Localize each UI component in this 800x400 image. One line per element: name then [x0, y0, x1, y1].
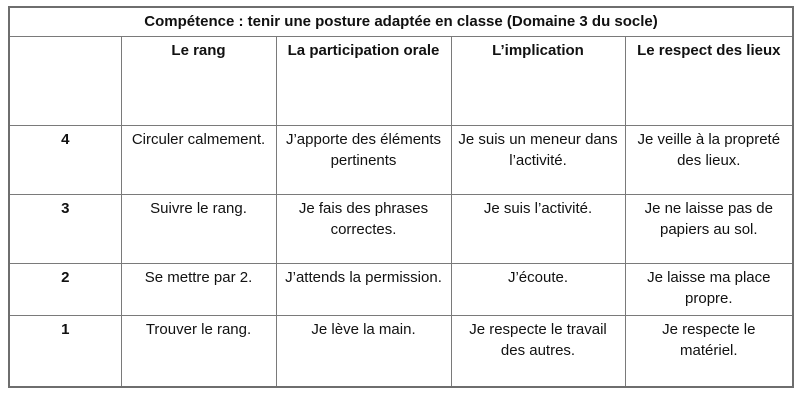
level-cell: 3 — [9, 195, 121, 264]
table-title: Compétence : tenir une posture adaptée en classe (Domaine 3 du socle) — [9, 7, 793, 37]
level-cell: 4 — [9, 126, 121, 195]
cell-rang-2: Se mettre par 2. — [121, 264, 276, 316]
cell-participation-3: Je fais des phrases correctes. — [276, 195, 451, 264]
table-row-level-1 — [9, 316, 793, 388]
title-row — [9, 7, 793, 37]
cell-respect-2: Je laisse ma place propre. — [625, 264, 793, 316]
cell-implication-2: J’écoute. — [451, 264, 625, 316]
header-implication: L’implication — [451, 37, 625, 126]
table-row-level-2 — [9, 264, 793, 316]
competence-rubric-table — [8, 6, 794, 388]
table-row-level-4 — [9, 126, 793, 195]
level-cell: 2 — [9, 264, 121, 316]
cell-participation-1: Je lève la main. — [276, 316, 451, 388]
header-level-empty — [9, 37, 121, 126]
cell-implication-3: Je suis l’activité. — [451, 195, 625, 264]
cell-rang-3: Suivre le rang. — [121, 195, 276, 264]
cell-rang-4: Circuler calmement. — [121, 126, 276, 195]
cell-participation-4: J’apporte des éléments pertinents — [276, 126, 451, 195]
cell-respect-1: Je respecte le matériel. — [625, 316, 793, 388]
header-participation-orale: La participation orale — [276, 37, 451, 126]
header-respect-des-lieux: Le respect des lieux — [625, 37, 793, 126]
cell-rang-1: Trouver le rang. — [121, 316, 276, 388]
cell-implication-1: Je respecte le travail des autres. — [451, 316, 625, 388]
cell-implication-4: Je suis un meneur dans l’activité. — [451, 126, 625, 195]
cell-respect-4: Je veille à la propreté des lieux. — [625, 126, 793, 195]
header-row — [9, 37, 793, 126]
cell-participation-2: J’attends la permission. — [276, 264, 451, 316]
level-cell: 1 — [9, 316, 121, 388]
table-row-level-3 — [9, 195, 793, 264]
cell-respect-3: Je ne laisse pas de papiers au sol. — [625, 195, 793, 264]
header-le-rang: Le rang — [121, 37, 276, 126]
